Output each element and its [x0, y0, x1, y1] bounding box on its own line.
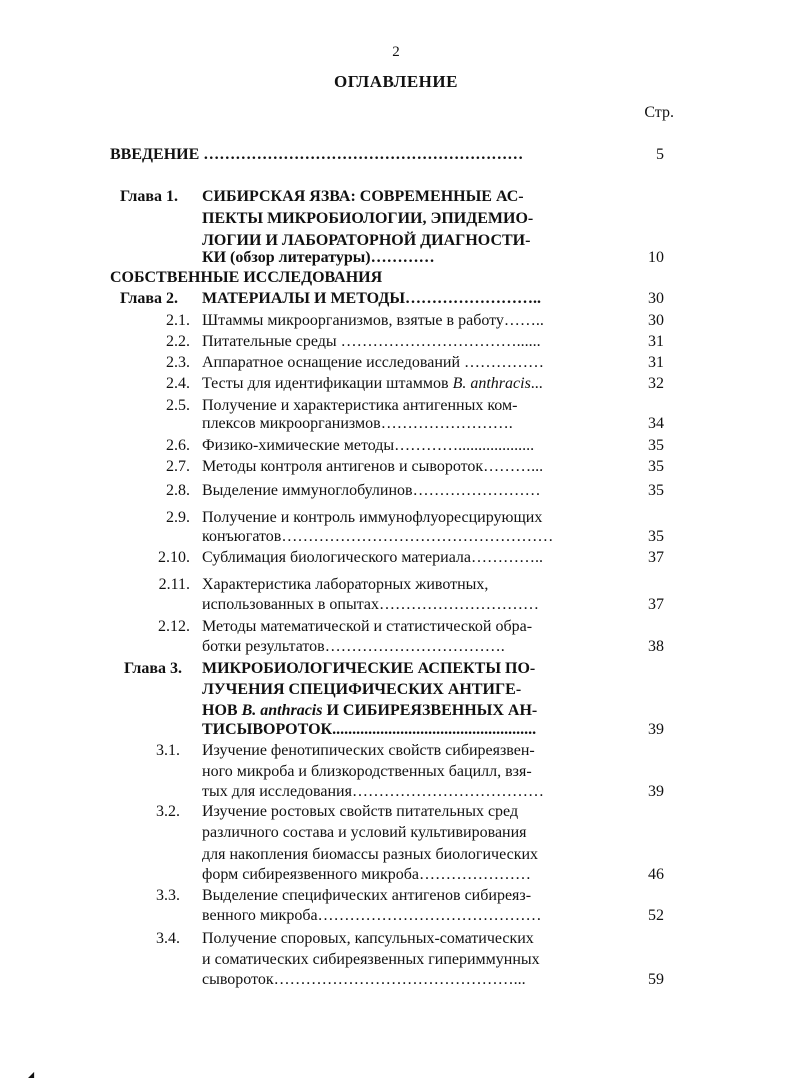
toc-section-3-4-line3: сывороток………………………………………... — [202, 971, 526, 988]
toc-chapter3-page: 39 — [648, 721, 664, 738]
toc-section-2-3-page: 31 — [648, 354, 664, 371]
toc-section-2-4-dots: ... — [530, 375, 543, 392]
toc-section-2-9-line2: конъюгатов…………………………………………… — [202, 528, 554, 545]
toc-section-3-4-line2: и соматических сибиреязвенных гипериммунных — [202, 951, 540, 968]
toc-chapter3-line3-start: НОВ — [202, 702, 242, 719]
toc-section-2-4-page: 32 — [648, 375, 664, 392]
toc-section-2-5-num: 2.5. — [166, 397, 190, 414]
toc-chapter2-title: МАТЕРИАЛЫ И МЕТОДЫ…………………….. — [202, 290, 542, 307]
toc-intro: ВВЕДЕНИЕ …………………………………………………… — [110, 146, 524, 163]
toc-chapter3-line3 — [202, 701, 537, 721]
toc-section-3-1-line3: тых для исследования……………………………… — [202, 783, 544, 800]
toc-section-3-4-line1: Получение споровых, капсульных-соматических — [202, 930, 534, 947]
toc-section-2-9-page: 35 — [648, 528, 664, 545]
toc-own-research: СОБСТВЕННЫЕ ИССЛЕДОВАНИЯ — [110, 269, 383, 286]
toc-section-2-4-species: B. anthracis — [452, 375, 531, 392]
toc-section-2-3: Аппаратное оснащение исследований …………… — [202, 354, 545, 371]
toc-chapter2-page: 30 — [648, 290, 664, 307]
toc-chapter1-line2: ПЕКТЫ МИКРОБИОЛОГИИ, ЭПИДЕМИО- — [202, 210, 534, 227]
toc-section-2-12-line2: ботки результатов……………………………. — [202, 638, 505, 655]
toc-section-2-12-num: 2.12. — [158, 618, 190, 635]
toc-section-3-1-page: 39 — [648, 783, 664, 800]
toc-section-2-11-page: 37 — [648, 596, 664, 613]
toc-section-3-3-line2: венного микроба…………………………………… — [202, 907, 542, 924]
toc-chapter3-label: Глава 3. — [124, 660, 182, 677]
toc-chapter1-line3: ЛОГИИ И ЛАБОРАТОРНОЙ ДИАГНОСТИ- — [202, 232, 531, 249]
toc-section-2-8-num: 2.8. — [166, 482, 190, 499]
toc-section-3-3-num: 3.3. — [156, 887, 180, 904]
toc-chapter3-line4: ТИСЫВОРОТОК................................................... — [202, 721, 537, 738]
toc-chapter2-label: Глава 2. — [120, 290, 178, 307]
toc-section-3-4-page: 59 — [648, 971, 664, 988]
toc-section-3-1-num: 3.1. — [156, 742, 180, 759]
toc-section-2-4-text: Тесты для идентификации штаммов — [202, 375, 453, 392]
toc-chapter1-page: 10 — [648, 249, 664, 266]
toc-intro-page: 5 — [656, 146, 664, 163]
toc-section-2-2-num: 2.2. — [166, 333, 190, 350]
toc-section-3-2-num: 3.2. — [156, 803, 180, 820]
toc-section-2-7-page: 35 — [648, 458, 664, 475]
toc-section-2-9-line1: Получение и контроль иммунофлуоресцирующих — [202, 509, 543, 526]
toc-section-3-2-line3: для накопления биомассы разных биологических — [202, 846, 539, 863]
toc-section-2-6: Физико-химические методы…………................... — [202, 437, 535, 454]
toc-section-2-1-page: 30 — [648, 312, 664, 329]
page-column-label: Стр. — [644, 104, 674, 121]
toc-chapter1-line1: СИБИРСКАЯ ЯЗВА: СОВРЕМЕННЫЕ АС- — [202, 188, 524, 205]
toc-section-3-1-line2: ного микроба и близкородственных бацилл, взя- — [202, 763, 532, 780]
toc-section-2-5-line1: Получение и характеристика антигенных ком- — [202, 397, 518, 414]
toc-section-2-6-num: 2.6. — [166, 437, 190, 454]
toc-chapter3-line1: МИКРОБИОЛОГИЧЕСКИЕ АСПЕКТЫ ПО- — [202, 660, 536, 677]
toc-section-3-3-page: 52 — [648, 907, 664, 924]
toc-section-2-5-line2: плексов микроорганизмов……………………. — [202, 415, 513, 432]
toc-section-2-10: Сублимация биологического материала………….. — [202, 549, 544, 566]
toc-section-3-2-line1: Изучение ростовых свойств питательных сред — [202, 803, 519, 820]
toc-section-2-4 — [202, 374, 543, 394]
toc-section-2-10-page: 37 — [648, 549, 664, 566]
toc-section-2-11-line2: использованных в опытах………………………… — [202, 596, 539, 613]
page-number: 2 — [392, 44, 400, 60]
toc-section-2-7-num: 2.7. — [166, 458, 190, 475]
document-title: ОГЛАВЛЕНИЕ — [334, 72, 458, 91]
toc-section-3-3-line1: Выделение специфических антигенов сибиреяз- — [202, 887, 532, 904]
toc-section-2-6-page: 35 — [648, 437, 664, 454]
scan-artifact-mark: ◢ — [28, 1070, 35, 1079]
toc-section-3-4-num: 3.4. — [156, 930, 180, 947]
toc-section-2-4-num: 2.4. — [166, 375, 190, 392]
toc-chapter1-line4: КИ (обзор литературы)………… — [202, 249, 435, 266]
toc-chapter3-line3-end: И СИБИРЕЯЗВЕННЫХ АН- — [322, 702, 538, 719]
toc-section-2-12-line1: Методы математической и статистической обра- — [202, 618, 533, 635]
toc-section-2-7: Методы контроля антигенов и сывороток………... — [202, 458, 544, 475]
toc-chapter1-label: Глава 1. — [120, 188, 178, 205]
toc-section-3-2-line4: форм сибиреязвенного микроба………………… — [202, 866, 531, 883]
toc-chapter3-species: B. anthracis — [241, 702, 323, 719]
toc-section-3-1-line1: Изучение фенотипических свойств сибиреязвен- — [202, 742, 535, 759]
toc-section-2-2-page: 31 — [648, 333, 664, 350]
toc-section-3-2-line2: различного состава и условий культивирования — [202, 824, 527, 841]
toc-section-2-10-num: 2.10. — [158, 549, 190, 566]
toc-section-2-8: Выделение иммуноглобулинов…………………… — [202, 482, 541, 499]
toc-section-2-11-num: 2.11. — [158, 576, 190, 593]
toc-section-2-1-num: 2.1. — [166, 312, 190, 329]
toc-section-2-11-line1: Характеристика лабораторных животных, — [202, 576, 489, 593]
toc-section-2-8-page: 35 — [648, 482, 664, 499]
toc-chapter3-line2: ЛУЧЕНИЯ СПЕЦИФИЧЕСКИХ АНТИГЕ- — [202, 681, 522, 698]
toc-section-3-2-page: 46 — [648, 866, 664, 883]
toc-section-2-1: Штаммы микроорганизмов, взятые в работу…….. — [202, 312, 544, 329]
toc-section-2-12-page: 38 — [648, 638, 664, 655]
toc-section-2-2: Питательные среды ……………………………...... — [202, 333, 541, 350]
toc-section-2-9-num: 2.9. — [166, 509, 190, 526]
toc-section-2-5-page: 34 — [648, 415, 664, 432]
toc-section-2-3-num: 2.3. — [166, 354, 190, 371]
